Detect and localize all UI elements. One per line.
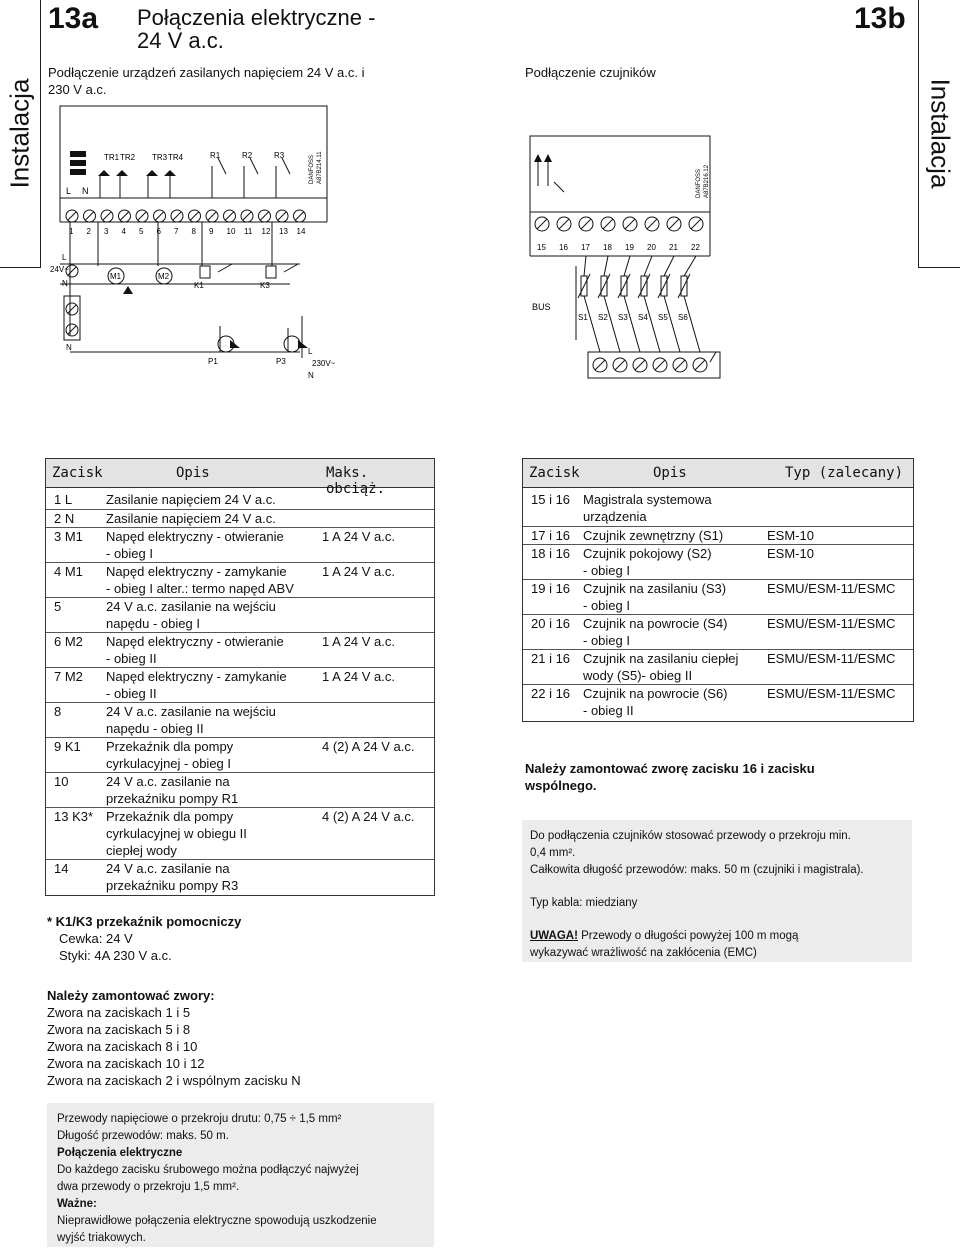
label-tr3: TR3 [152,153,168,162]
cell-desc: Czujnik na zasilaniu (S3) [583,581,727,596]
cell-terminal: 10 [54,774,69,789]
label-r1: R1 [210,151,221,160]
terminal-slot [615,360,625,370]
table-row [46,807,434,860]
terminal-slot [138,212,146,220]
label-k1: K1 [194,281,204,290]
sensor-line5: Przewody o długości powyżej 100 m mogą [577,930,799,942]
terminal-slot [635,360,645,370]
table-row [46,509,434,528]
terminal-slot [669,219,679,229]
sensor-wire [664,296,680,352]
cell-desc: Czujnik pokojowy (S2) [583,546,712,561]
cell-terminal: 17 i 16 [531,528,571,543]
sensor-symbol-diag [658,274,670,298]
terminal-slot [173,212,181,220]
cell-desc: Napęd elektryczny - zamykanie [106,669,287,684]
sensor-label: S6 [678,313,688,322]
page-title-line1: Połączenia elektryczne - [137,5,376,30]
cell-desc: przekaźniku pompy R1 [106,791,239,806]
cell-terminal: 7 M2 [54,669,83,684]
footnote-line2: Styki: 4A 230 V a.c. [59,948,172,963]
cell-load: 4 (2) A 24 V a.c. [322,739,415,754]
terminal-number: 4 [121,227,126,236]
terminal-number: 15 [537,243,546,252]
terminal-number: 16 [559,243,568,252]
sensor-label: S4 [638,313,648,322]
table-right-header [523,459,913,488]
terminal-slot [103,212,111,220]
cell-desc: urządzenia [583,509,647,524]
table-row [46,632,434,668]
terminal-number: 10 [226,227,236,236]
sensor-symbol-diag [598,274,610,298]
cell-desc: Czujnik na powrocie (S6) [583,686,728,701]
table-row [523,579,913,615]
cell-load: 1 A 24 V a.c. [322,564,395,579]
right-wiring-diagram [520,126,740,390]
table-left-header [46,459,434,497]
cell-desc: - obieg II [106,686,157,701]
terminal-number: 7 [174,227,179,236]
cell-desc: - obieg I [583,563,630,578]
cell-terminal: 13 K3* [54,809,94,824]
terminal-slot [86,212,94,220]
terminal-number: 2 [86,227,91,236]
table-row [46,527,434,563]
page-title-line2: 24 V a.c. [137,28,224,53]
sensor-symbol-diag [678,274,690,298]
cell-load: 4 (2) A 24 V a.c. [322,809,415,824]
th2-terminal: Zacisk [529,465,580,481]
terminal-slot [655,360,665,370]
wires-line3: Do każdego zacisku śrubowego można podłączyć najwyżej [57,1164,359,1176]
th-desc: Opis [176,465,210,481]
section-number-left: 13a [48,2,99,35]
label-k3: K3 [260,281,270,290]
wires-heading2: Ważne: [57,1198,97,1210]
cell-type: ESMU/ESM-11/ESMC [767,581,896,596]
cell-desc: cyrkulacyjnej - obieg I [106,756,231,771]
wires-heading1: Połączenia elektryczne [57,1147,183,1159]
terminal-slot [68,212,76,220]
cell-terminal: 4 M1 [54,564,83,579]
left-diagram-subtitle-1: Podłączenie urządzeń zasilanych napięciem 24 V a.c. i [48,65,365,80]
sensor-wire [624,256,630,276]
terminal-number: 6 [156,227,161,236]
terminal-slot [156,212,164,220]
left-diagram-subtitle-2: 230 V a.c. [48,82,107,97]
label-n: N [82,186,89,196]
label-r2: R2 [242,151,253,160]
terminal-number: 5 [139,227,144,236]
footnote [47,913,241,964]
side-tab-right-label: Instalacja [925,78,955,189]
cell-terminal: 18 i 16 [531,546,571,561]
jumper-item: Zwora na zaciskach 8 i 10 [47,1039,198,1054]
sensor-wire [584,296,600,352]
label-24v: 24V~ [50,265,69,274]
cell-desc: Czujnik na zasilaniu ciepłej [583,651,739,666]
cell-desc: Przekaźnik dla pompy [106,739,234,754]
table-row [46,562,434,598]
sensor-line6: wykazywać wrażliwość na zakłócenia (EMC) [530,947,757,959]
sensor-symbol-diag [618,274,630,298]
label-n3: N [66,343,72,352]
cell-terminal: 1 L [54,492,73,507]
jumper-right [525,760,815,794]
table-row [46,859,434,895]
cell-desc: wody (S5)- obieg II [583,668,693,683]
terminal-slot [675,360,685,370]
sensor-wire [624,296,640,352]
terminal-number: 14 [296,227,306,236]
sensor-wire [604,256,608,276]
sensor-info-box [522,820,912,962]
terminal-slot [581,219,591,229]
left-wiring-diagram [40,96,340,396]
label-230v: 230V~ [312,359,336,368]
cell-desc: 24 V a.c. zasilanie na wejściu [106,704,276,719]
footnote-line1: Cewka: 24 V [59,931,133,946]
cell-desc: 24 V a.c. zasilanie na [106,774,230,789]
label-tr2: TR2 [120,153,136,162]
terminal-slot [121,212,129,220]
terminal-number: 3 [104,227,109,236]
terminal-slot [603,219,613,229]
label-r3: R3 [274,151,285,160]
cell-terminal: 6 M2 [54,634,83,649]
table-row [46,737,434,773]
sensor-wire [644,256,652,276]
th-terminal: Zacisk [52,465,103,481]
sensor-line4: Typ kabla: miedziany [530,897,638,909]
sensor-line3: Całkowita długość przewodów: maks. 50 m (czujniki i magistrala). [530,864,864,876]
terminal-number: 8 [191,227,196,236]
label-p1: P1 [208,357,218,366]
terminal-slot [595,360,605,370]
jumper-item: Zwora na zaciskach 1 i 5 [47,1005,191,1020]
sensor-label: S3 [618,313,628,322]
terminal-slot [208,212,216,220]
sensor-wire [664,256,674,276]
terminal-number: 20 [647,243,656,252]
table-row [46,772,434,808]
sensor-label: S2 [598,313,608,322]
terminal-slot [625,219,635,229]
terminal-number: 12 [261,227,271,236]
jumper-item: Zwora na zaciskach 2 i wspólnym zacisku N [47,1073,301,1088]
wires-line2: Długość przewodów: maks. 50 m. [57,1130,229,1142]
cell-load: 1 A 24 V a.c. [322,529,395,544]
jumpers-list [47,987,301,1089]
terminal-number: 17 [581,243,590,252]
sensor-line2: 0,4 mm². [530,847,576,859]
cell-terminal: 14 [54,861,69,876]
cell-terminal: 15 i 16 [531,492,571,507]
right-code-1: DANFOSS [696,168,702,198]
cell-desc: Czujnik na powrocie (S4) [583,616,728,631]
jumper-item: Zwora na zaciskach 5 i 8 [47,1022,191,1037]
label-m2: M2 [158,272,170,281]
label-l: L [66,186,72,196]
cell-desc: przekaźniku pompy R3 [106,878,239,893]
table-row [46,702,434,738]
table-row [46,597,434,633]
label-n2: N [62,279,68,288]
label-bus: BUS [532,302,551,312]
terminal-number: 11 [244,227,253,236]
cell-type: ESMU/ESM-11/ESMC [767,651,896,666]
cell-terminal: 9 K1 [54,739,81,754]
cell-desc: Zasilanie napięciem 24 V a.c. [106,511,276,526]
label-m1: M1 [110,272,122,281]
jumpers-title: Należy zamontować zwory: [47,988,215,1003]
cell-desc: napędu - obieg II [106,721,204,736]
terminal-table-left [45,458,435,896]
cell-desc: ciepłej wody [106,843,177,858]
cell-load: 1 A 24 V a.c. [322,669,395,684]
right-diagram-subtitle: Podłączenie czujników [525,65,656,80]
wires-info-box [47,1103,434,1247]
cell-terminal: 3 M1 [54,529,83,544]
cell-desc: Napęd elektryczny - zamykanie [106,564,287,579]
sensor-wire [644,296,660,352]
terminal-slot [191,212,199,220]
terminal-slot [278,212,286,220]
table-row [523,526,913,545]
table-row [523,684,913,720]
cell-terminal: 21 i 16 [531,651,571,666]
cell-terminal: 2 N [54,511,75,526]
terminal-slot [226,212,234,220]
cell-load: 1 A 24 V a.c. [322,634,395,649]
th-load: Maks. obciąż. [326,465,386,497]
cell-desc: cyrkulacyjnej w obiegu II [106,826,247,841]
jumper-right-line2: wspólnego. [525,778,597,793]
sensor-wire [684,296,700,352]
cell-terminal: 22 i 16 [531,686,571,701]
cell-terminal: 19 i 16 [531,581,571,596]
terminal-slot [243,212,251,220]
sensor-label: S1 [578,313,588,322]
table-row [523,491,913,526]
wires-line1: Przewody napięciowe o przekroju drutu: 0,75 ÷ 1,5 mm² [57,1113,342,1125]
label-tr4: TR4 [168,153,184,162]
cell-type: ESMU/ESM-11/ESMC [767,686,896,701]
label-l2: L [62,253,67,262]
cell-type: ESM-10 [767,546,814,561]
th2-desc: Opis [653,465,687,481]
cell-terminal: 8 [54,704,62,719]
cell-desc: - obieg II [106,651,157,666]
footnote-title: * K1/K3 przekaźnik pomocniczy [47,914,242,929]
cell-desc: - obieg I [106,546,153,561]
sensor-warning-label: UWAGA! [530,930,578,942]
terminal-slot [296,212,304,220]
label-p3: P3 [276,357,286,366]
cell-type: ESMU/ESM-11/ESMC [767,616,896,631]
cell-desc: - obieg I alter.: termo napęd ABV [106,581,294,596]
terminal-number: 13 [279,227,288,236]
jumper-item: Zwora na zaciskach 10 i 12 [47,1056,205,1071]
terminal-slot [261,212,269,220]
cell-desc: napędu - obieg I [106,616,200,631]
terminal-slot [695,360,705,370]
terminal-slot [647,219,657,229]
side-tab-left [0,0,41,268]
sensor-line1: Do podłączenia czujników stosować przewody o przekroju min. [530,830,851,842]
sensor-wire [584,256,586,276]
terminal-table-right [522,458,914,722]
sensor-wire [684,256,696,276]
wires-line5: Nieprawidłowe połączenia elektryczne spowodują uszkodzenie [57,1215,377,1227]
side-tab-right [918,0,960,268]
terminal-number: 22 [691,243,700,252]
cell-terminal: 5 [54,599,62,614]
terminal-number: 9 [209,227,214,236]
jumper-right-line1: Należy zamontować zworę zacisku 16 i zacisku [525,761,815,776]
terminal-number: 19 [625,243,634,252]
label-tr1: TR1 [104,153,120,162]
cell-desc: - obieg I [583,633,630,648]
terminal-slot [537,219,547,229]
cell-desc: Magistrala systemowa [583,492,712,507]
label-n4: N [308,371,314,380]
wires-line6: wyjść triakowych. [57,1232,146,1244]
table-row [523,614,913,650]
diagram-code-2: A87B214.11 [317,151,323,184]
table-row [523,649,913,685]
sensor-symbol-diag [638,274,650,298]
label-l3: L [308,347,313,356]
th2-type: Typ (zalecany) [785,465,904,481]
cell-desc: Czujnik zewnętrzny (S1) [583,528,724,543]
cell-desc: Napęd elektryczny - otwieranie [106,529,284,544]
cell-desc: Zasilanie napięciem 24 V a.c. [106,492,276,507]
cell-terminal: 20 i 16 [531,616,571,631]
table-row [46,491,434,509]
terminal-number: 18 [603,243,612,252]
cell-desc: - obieg II [583,703,634,718]
cell-desc: Napęd elektryczny - otwieranie [106,634,284,649]
diagram-code-1: DANFOSS [309,154,315,184]
cell-desc: 24 V a.c. zasilanie na [106,861,230,876]
terminal-slot [559,219,569,229]
terminal-number: 1 [69,227,74,236]
side-tab-left-label: Instalacja [4,78,35,189]
sensor-label: S5 [658,313,668,322]
section-number-right: 13b [854,2,906,35]
right-code-2: A87B216.12 [704,164,710,198]
sensor-wire [604,296,620,352]
sensor-warning [530,928,912,945]
cell-desc: - obieg I [583,598,630,613]
sensor-symbol-diag [578,274,590,298]
table-row [523,544,913,580]
wires-line4: dwa przewody o przekroju 1,5 mm². [57,1181,240,1193]
cell-desc: 24 V a.c. zasilanie na wejściu [106,599,276,614]
terminal-number: 21 [669,243,678,252]
table-row [46,667,434,703]
terminal-slot [691,219,701,229]
cell-type: ESM-10 [767,528,814,543]
cell-desc: Przekaźnik dla pompy [106,809,234,824]
